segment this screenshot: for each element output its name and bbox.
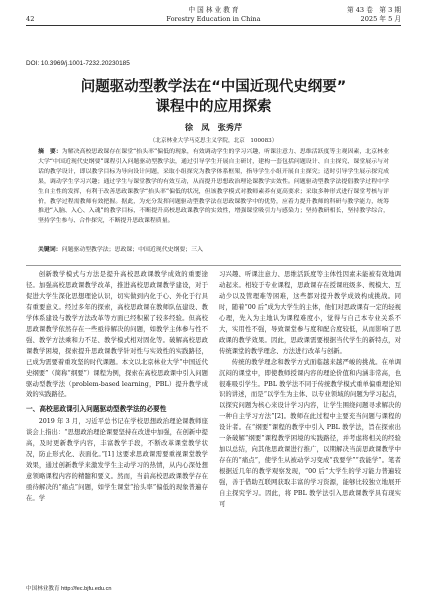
abstract-label: 摘 要： (38, 149, 62, 155)
keywords (38, 246, 389, 255)
footer-url: 中国林业教育 http://fec.bjfu.edu.cn (26, 586, 112, 592)
issue-date: 2025 年 5 月 (360, 15, 401, 23)
volume-issue: 第 43 卷 第 3 期 (347, 6, 401, 14)
paragraph: 创新教学模式与方法是提升高校思政课教学成效的重要途径。加强高校思政课教学改革，推进高校思政课教学建设，对于促进大学生深化思想理论认识，切实做到内化于心、外化于行具有重要意义。经过多年的探索，高校思政课在教师队伍建设、教学体系建设与教学方法改革等方面已经积累了较多经验。但高校思政课教学依然存在一些亟待解决的问题，如教学主体参与性不强、教学方法乘和力不足、教学模式相对固化等。破解高校思政课教学困境，探索提升思政课教学针对性与实效性的实践路径，已成为需要着重攻坚的时代课题。本文以北京林业大学“中国近代史纲要”（简称“纲要”）课程为例，探索在高校思政课中引入问题驱动型教学法（problem-based learning，PBL）提升教学成效的实践路径。 (26, 271, 208, 399)
doi: DOI: 10.3969/j.1001-7232.20230185 (26, 60, 130, 67)
journal-name-cn: 中 国 林 业 教 育 (188, 6, 239, 14)
abstract (38, 148, 389, 227)
body-column-right (219, 270, 401, 511)
article-title-line-2: 课程中的应用探索 (155, 99, 272, 115)
keywords-text: 问题驱动型教学法；思政课；中国近现代史纲要；三入 (61, 247, 203, 253)
section-heading: 一、高校思政课引入问题驱动型教学法的必要性 (26, 405, 167, 414)
abstract-text: 为解决高校思政课存在课堂“抬头率”偏低的现象，有效调动学生的学习兴趣，听课注意力、思维活跃度等主观因素，北京林业大学“中国近现代史纲要”课程引入问题驱动型教学法，通过引导学生开展自主研讨，建构一套包括问题设计、自主探究、课堂展示与对话的教学设计，即以教学目标为导向设计问题，采取小组探究为教学体系框架，指导学生小组开展自主探究；适时引导学生展示探究成果，调动学生学习兴趣；通过学生与课堂教学的有效互动，从而提升思想政治理论课教学实效性。问题驱动型教学法提倡教学过程中学生自主性的发挥，有利于改善思政课教学“抬头率”偏低的状况，但该教学模式对教师素养有更高要求；采取多种形式进行课堂考核与评价，教学过程需教师有效把握。据此，为充分发挥问题驱动型教学法在思政课教学中的优势，应着力提升教师的科研与教学能力，统筹推进“入脑、入心、入魂”的教学目标，不断提升高校思政课教学的实效性，增强课堂吸引力与感染力；坚持教研相长，坚持教学综合，坚持学生参与、合作探究，不断提升思政课程质量。 (38, 149, 390, 225)
header-rule (26, 25, 401, 26)
paragraph: 习兴趣、听课注意力、思维活跃度等主体性因素未能被有效地调动起来。相较于专业课程，思政课存在授课班级多、规模大、互动少以及管理难等困难，这些都对提升教学成效构成挑战。同时，随着“00 后”成为大学生的主体，他们对思政课有一定的轻视心理，先入为主地认为课程难度小，觉得与自己本专业关系不大，实用性不强，导致课堂参与度和配合度较低，从而影响了思政课的教学效果。因此，思政课需要根据当代学生的新特点，对传统课堂的教学理念、方法进行改革与创新。 (219, 271, 401, 355)
journal-name-en: Forestry Education in China (166, 15, 261, 23)
page-number: 42 (26, 15, 35, 23)
article-title-line-1: 问题驱动型教学法在“中国近现代史纲要” (80, 79, 347, 95)
keywords-label: 关键词： (38, 247, 62, 253)
paragraph: 2019 年 3 月，习近平总书记在学校思想政治理论课教师座谈会上指出：“思想政治理论课要坚持在改进中加强，在创新中提高，及时更新教学内容，丰富教学手段，不断改革课堂教学状况，防止形式化、表面化。”[1] 这要求思政课需要重视课堂教学效果，通过创新教学来激发学生主动学习的热情，从内心深处想意领略课程内容的精髓和要义。然而，当前高校思政课教学存在亟待解决的“痛点”问题，如学生课堂“抬头率”偏低的现象普遍存在。学 (26, 417, 208, 502)
paragraph: 传统的教学理念和教学方式面临越来越严峻的挑战。在单调沉闷的课堂中，即使教师授课内容的理论价值和内涵非常高，也很难吸引学生。PBL 教学法不同于传统教学模式重单偏重理论知识的讲述，而是“以学生为主体、以专业领域的问题为学习起点，以探究问题为核心来设计学习内容，让学生围绕问题寻求解决的一种自主学习方法”[2]。教师在此过程中主要充当问题与课程的设计者。在“纲要”课程的教学中引入 PBL 教学法，旨在探索出一条破解“纲要”课程教学困境的实践路径，并考虑将相关的经验加以总结，向其他思政课进行推广，以期解决当前思政课教学中存在的“痛点”，使学生从被动学习变成“我要学”“我能学”。笔者根据近几年的教学观察发现，“00 后”大学生的学习能力普遍较强，善于借助互联网获取丰富的学习资源，能够比较独立地展开自主探究学习。因此，将 PBL 教学法引入思政课教学具有现实可 (219, 358, 401, 509)
body-column-left (26, 270, 208, 505)
authors: 徐 凤 张秀芹 (184, 122, 243, 132)
abstract-separator (26, 265, 401, 266)
affiliation: （北京林业大学马克思主义学院，北京 100083） (149, 138, 278, 144)
